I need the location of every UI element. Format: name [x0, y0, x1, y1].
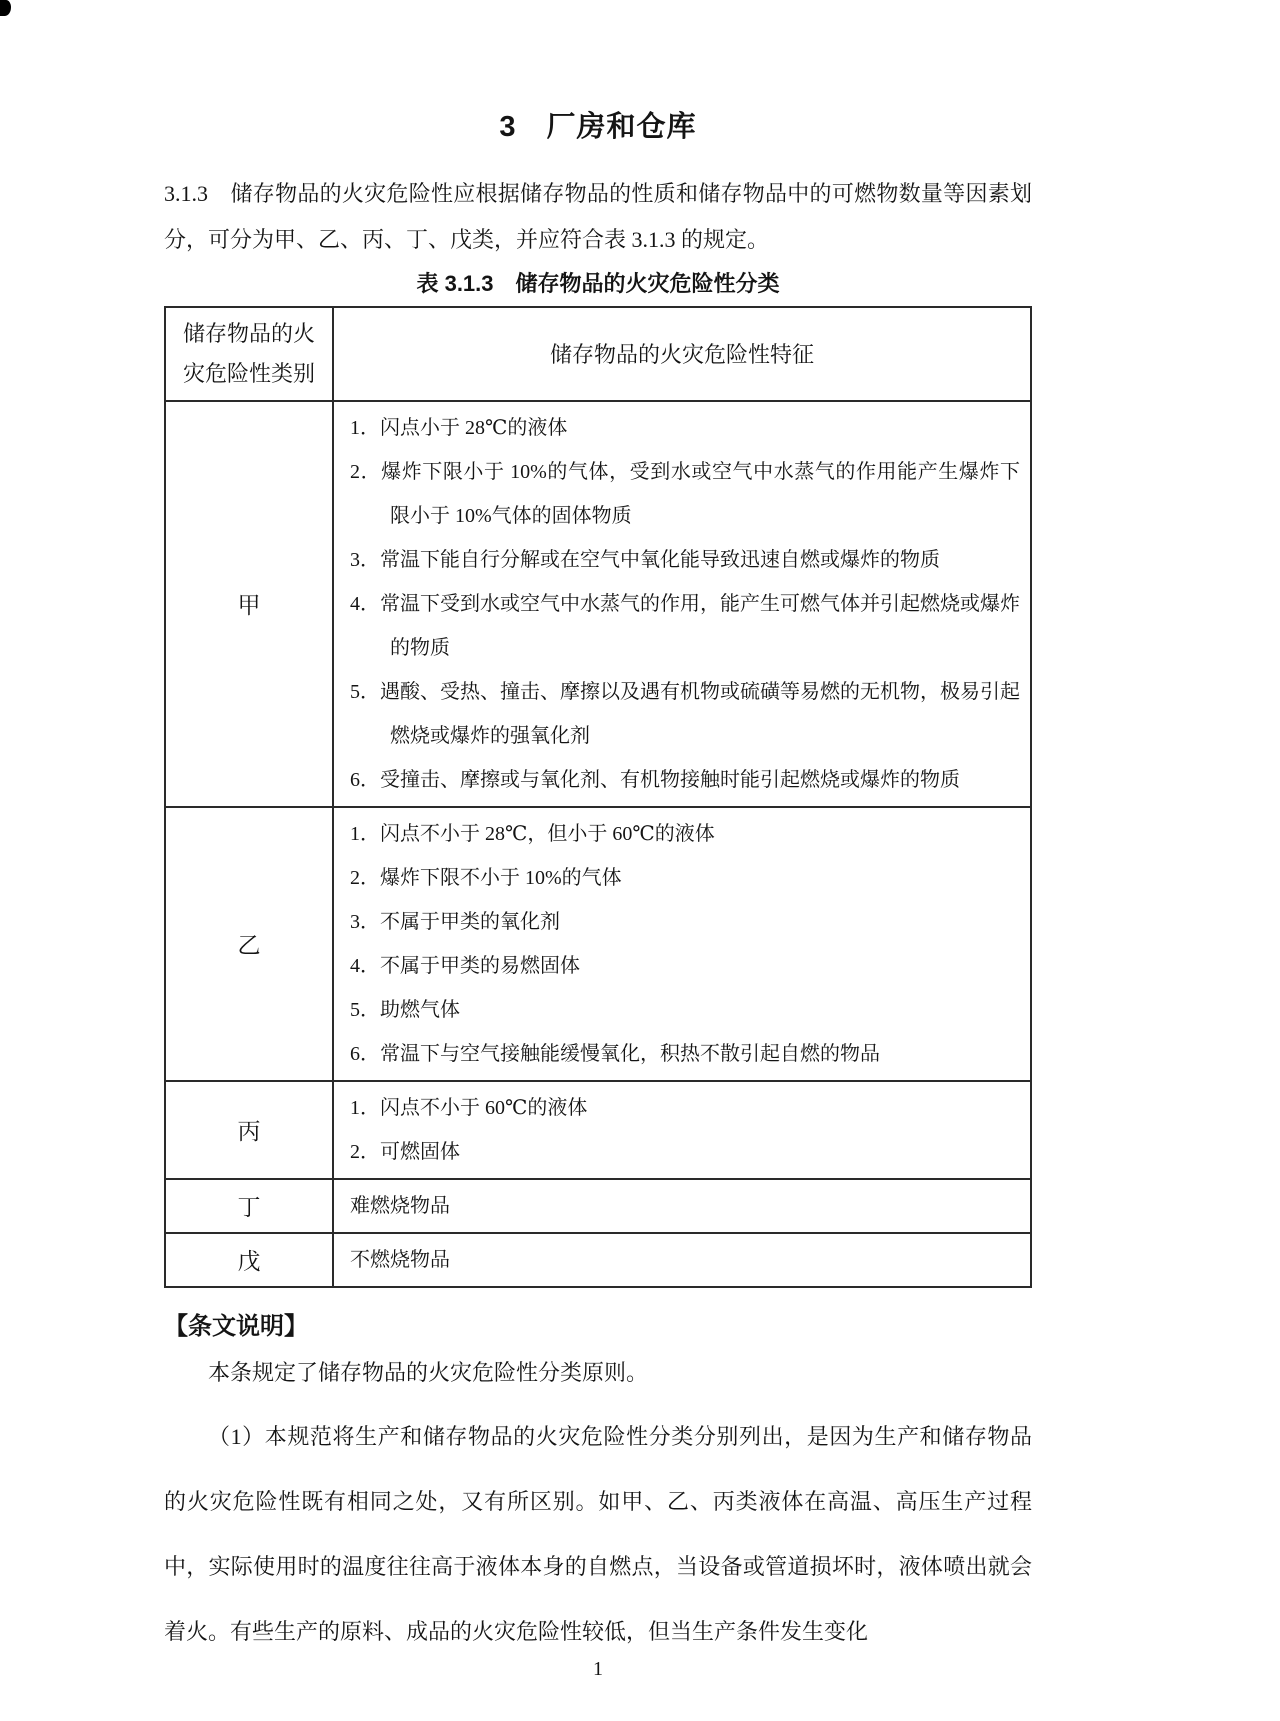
feature-item: 1．闪点小于 28℃的液体 — [350, 416, 568, 439]
commentary-paragraph: （1）本规范将生产和储存物品的火灾危险性分类分别列出，是因为生产和储存物品的火灾危险性既有相同之处，又有所区别。如甲、乙、丙类液体在高温、高压生产过程中，实际使用时的温度往往高于液体本身的自燃点，当设备或管道损坏时，液体喷出就会着火。有些生产的原料、成品的火灾危险性较低，但当生产条件发生变化 — [164, 1424, 1032, 1645]
feature-item: 6．受撞击、摩擦或与氧化剂、有机物接触时能引起燃烧或爆炸的物质 — [350, 768, 960, 791]
column-header-features: 储存物品的火灾危险性特征 — [333, 307, 1031, 400]
table-row-yi — [165, 807, 1031, 1081]
feature-item: 2．爆炸下限不小于 10%的气体 — [350, 866, 622, 889]
feature-item: 5．遇酸、受热、撞击、摩擦以及遇有机物或硫磺等易燃的无机物，极易引起燃烧或爆炸的强氧化剂 — [350, 680, 1020, 747]
feature-item: 2．可燃固体 — [350, 1140, 460, 1163]
features-cell — [333, 1179, 1031, 1233]
feature-item: 6．常温下与空气接触能缓慢氧化，积热不散引起自燃的物品 — [350, 1042, 880, 1065]
scan-artifact — [0, 0, 11, 16]
feature-item: 4．常温下受到水或空气中水蒸气的作用，能产生可燃气体并引起燃烧或爆炸的物质 — [350, 592, 1020, 659]
category-cell: 甲 — [165, 401, 333, 807]
feature-item: 2．爆炸下限小于 10%的气体，受到水或空气中水蒸气的作用能产生爆炸下限小于 10%气体的固体物质 — [350, 460, 1020, 527]
page-number: 1 — [593, 1658, 603, 1680]
table-row-wu — [165, 1233, 1031, 1287]
category-cell: 丁 — [165, 1179, 333, 1233]
features-cell — [333, 401, 1031, 807]
category-cell: 戊 — [165, 1233, 333, 1287]
feature-item: 难燃烧物品 — [350, 1194, 450, 1217]
clause-3-1-3-paragraph: 3.1.3 储存物品的火灾危险性应根据储存物品的性质和储存物品中的可燃物数量等因素划分，可分为甲、乙、丙、丁、戊类，并应符合表 3.1.3 的规定。 — [164, 181, 1032, 253]
category-cell: 乙 — [165, 807, 333, 1081]
feature-item: 4．不属于甲类的易燃固体 — [350, 954, 580, 977]
feature-item: 3．不属于甲类的氧化剂 — [350, 910, 560, 933]
table-header-row — [165, 307, 1031, 400]
feature-item: 3．常温下能自行分解或在空气中氧化能导致迅速自燃或爆炸的物质 — [350, 548, 940, 571]
table-row-ding — [165, 1179, 1031, 1233]
table-row-bing — [165, 1081, 1031, 1179]
table-row-jia — [165, 401, 1031, 807]
features-cell — [333, 1081, 1031, 1179]
chapter-title: 3 厂房和仓库 — [499, 111, 697, 143]
feature-item: 1．闪点不小于 60℃的液体 — [350, 1096, 588, 1119]
hazard-classification-table — [164, 306, 1032, 1287]
feature-item: 5．助燃气体 — [350, 998, 460, 1021]
features-cell — [333, 807, 1031, 1081]
column-header-category: 储存物品的火灾危险性类别 — [165, 307, 333, 400]
category-cell: 丙 — [165, 1081, 333, 1179]
document-page — [164, 0, 1032, 1665]
feature-item: 不燃烧物品 — [350, 1248, 450, 1271]
commentary-heading: 【条文说明】 — [164, 1312, 308, 1340]
commentary-paragraph: 本条规定了储存物品的火灾危险性分类原则。 — [208, 1359, 649, 1385]
feature-item: 1．闪点不小于 28℃，但小于 60℃的液体 — [350, 822, 715, 845]
features-cell — [333, 1233, 1031, 1287]
table-caption: 表 3.1.3 储存物品的火灾危险性分类 — [416, 271, 780, 297]
